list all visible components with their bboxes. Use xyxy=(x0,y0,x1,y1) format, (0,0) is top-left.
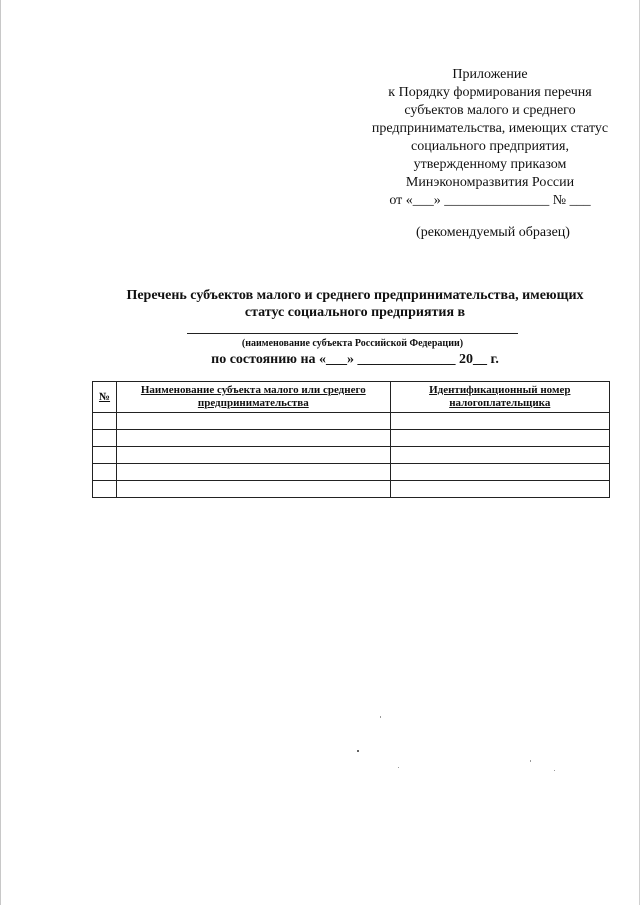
appendix-line: Минэкономразвития России xyxy=(405,175,575,190)
header-enterprise-name: Наименование субъекта малого или среднего предпринимательства xyxy=(117,382,391,413)
scan-speck xyxy=(530,760,531,762)
appendix-line: от «___» _______________ № ___ xyxy=(389,193,591,208)
region-caption: (наименование субъекта Российской Федерации) xyxy=(241,338,464,349)
enterprises-table xyxy=(92,381,610,498)
table-row xyxy=(93,413,610,430)
cell-number xyxy=(93,430,117,447)
cell-enterprise-name xyxy=(117,430,391,447)
title-line-1: Перечень субъектов малого и среднего предпринимательства, имеющих xyxy=(126,288,584,303)
cell-number xyxy=(93,447,117,464)
table-row xyxy=(93,481,610,498)
cell-tax-id xyxy=(390,481,609,498)
appendix-line: социального предприятия, xyxy=(411,139,569,154)
cell-number xyxy=(93,413,117,430)
header-tax-id: Идентификационный номер налогоплательщика xyxy=(390,382,609,413)
cell-enterprise-name xyxy=(117,413,391,430)
page-edge-left xyxy=(0,0,1,905)
cell-number xyxy=(93,481,117,498)
title-line-2: статус социального предприятия в xyxy=(244,305,466,320)
cell-enterprise-name xyxy=(117,447,391,464)
table-row xyxy=(93,430,610,447)
table-row xyxy=(93,447,610,464)
cell-tax-id xyxy=(390,430,609,447)
sample-note: (рекомендуемый образец) xyxy=(416,225,570,240)
cell-tax-id xyxy=(390,413,609,430)
appendix-line: субъектов малого и среднего xyxy=(404,103,576,118)
cell-tax-id xyxy=(390,464,609,481)
as-of-date-line: по состоянию на «___» ______________ 20__ г. xyxy=(211,352,499,367)
table-header-row xyxy=(93,382,610,413)
appendix-line: предпринимательства, имеющих статус xyxy=(371,121,609,136)
scan-speck xyxy=(554,770,555,771)
appendix-line: утвержденному приказом xyxy=(413,157,567,172)
region-fill-line xyxy=(187,333,518,334)
cell-enterprise-name xyxy=(117,481,391,498)
appendix-line: к Порядку формирования перечня xyxy=(388,85,592,100)
header-number: № xyxy=(93,382,117,413)
appendix-header xyxy=(350,66,630,210)
appendix-line: Приложение xyxy=(452,67,528,82)
cell-enterprise-name xyxy=(117,464,391,481)
scan-speck xyxy=(398,767,399,768)
table-row xyxy=(93,464,610,481)
scan-speck xyxy=(357,750,359,752)
cell-tax-id xyxy=(390,447,609,464)
scan-speck xyxy=(380,716,381,718)
document-title xyxy=(60,287,640,321)
cell-number xyxy=(93,464,117,481)
